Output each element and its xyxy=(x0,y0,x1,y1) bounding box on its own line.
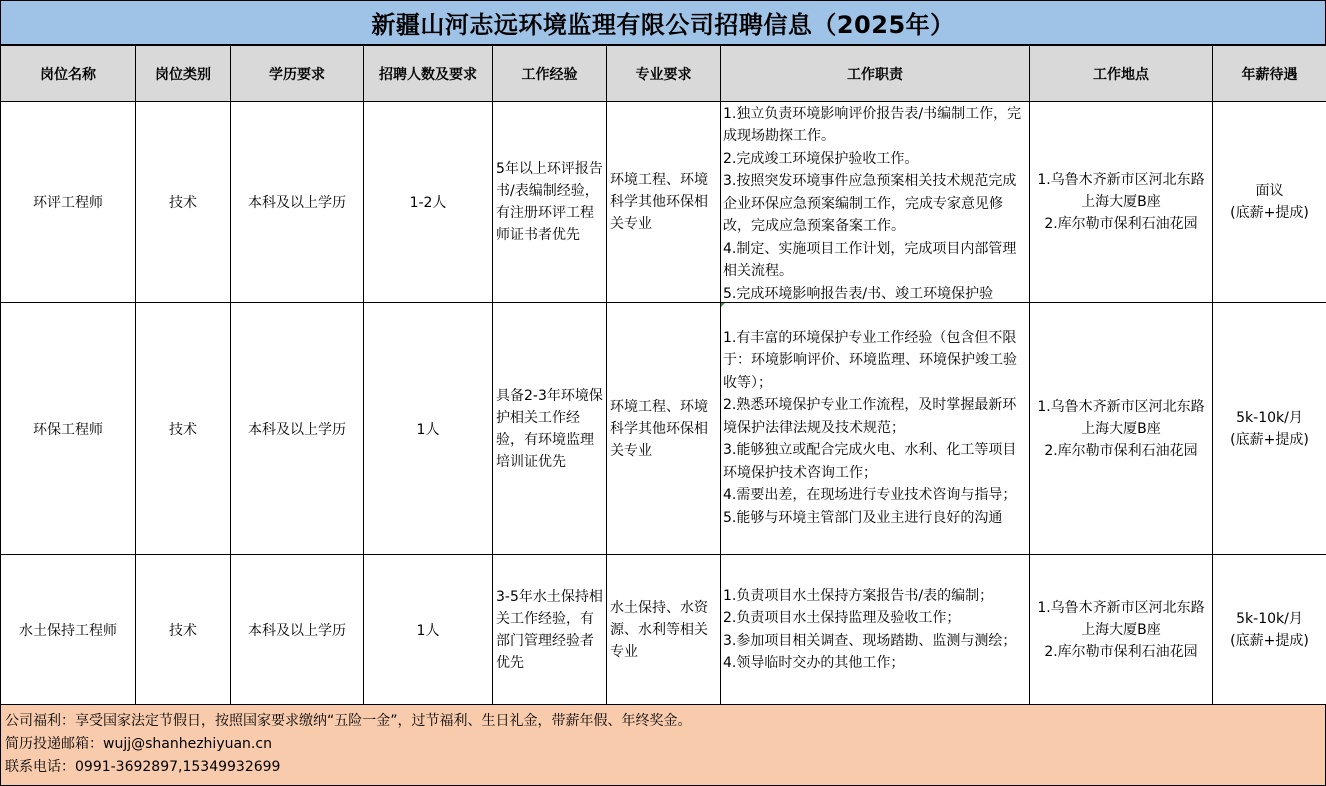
salary-note: (底薪+提成) xyxy=(1214,202,1325,224)
duty-item: 2.负责项目水土保持监理及验收工作； xyxy=(723,607,1027,630)
duty-item: 1.有丰富的环境保护专业工作经验（包含但不限于：环境影响评价、环境监理、环境保护竣工验收等）； xyxy=(723,327,1027,395)
header-category: 岗位类别 xyxy=(136,46,231,102)
contact-phone: 联系电话：0991-3692897,15349932699 xyxy=(5,756,1321,779)
job-experience: 5年以上环评报告书/表编制经验，有注册环评工程师证书者优先 xyxy=(493,102,607,303)
salary-amount: 5k-10k/月 xyxy=(1214,407,1325,429)
salary-amount: 面议 xyxy=(1214,180,1325,202)
location-line: 1.乌鲁木齐新市区河北东路上海大厦B座 xyxy=(1031,396,1211,440)
duty-item: 2.熟悉环境保护专业工作流程，及时掌握最新环境保护法律法规及技术规范； xyxy=(723,394,1027,439)
job-salary xyxy=(1213,303,1326,555)
header-duties: 工作职责 xyxy=(721,46,1030,102)
job-category: 技术 xyxy=(136,102,231,303)
duty-item: 4.需要出差，在现场进行专业技术咨询与指导； xyxy=(723,484,1027,507)
job-education: 本科及以上学历 xyxy=(231,555,364,705)
job-table xyxy=(0,45,1326,705)
job-experience: 3-5年水土保持相关工作经验，有部门管理经验者优先 xyxy=(493,555,607,705)
job-location xyxy=(1030,303,1213,555)
sheet-title: 新疆山河志远环境监理有限公司招聘信息（2025年） xyxy=(0,0,1326,45)
job-title: 环评工程师 xyxy=(1,102,136,303)
header-headcount: 招聘人数及要求 xyxy=(364,46,493,102)
header-row xyxy=(1,46,1326,102)
job-experience: 具备2-3年环境保护相关工作经验，有环境监理培训证优先 xyxy=(493,303,607,555)
location-line: 2.库尔勒市保利石油花园 xyxy=(1031,440,1211,462)
duty-item: 3.能够独立或配合完成火电、水利、化工等项目环境保护技术咨询工作； xyxy=(723,439,1027,484)
header-major: 专业要求 xyxy=(607,46,721,102)
header-experience: 工作经验 xyxy=(493,46,607,102)
header-salary: 年薪待遇 xyxy=(1213,46,1326,102)
table-row xyxy=(1,303,1326,555)
duty-item: 1.负责项目水土保持方案报告书/表的编制； xyxy=(723,585,1027,608)
job-title: 水土保持工程师 xyxy=(1,555,136,705)
duty-item: 3.参加项目相关调查、现场踏勘、监测与测绘； xyxy=(723,630,1027,653)
job-headcount: 1人 xyxy=(364,303,493,555)
benefits-text: 公司福利：享受国家法定节假日，按照国家要求缴纳“五险一金”，过节福利、生日礼金，带薪年假、年终奖金。 xyxy=(5,710,1321,733)
table-row xyxy=(1,555,1326,705)
location-line: 1.乌鲁木齐新市区河北东路上海大厦B座 xyxy=(1031,597,1211,641)
job-duties xyxy=(721,102,1030,303)
location-line: 2.库尔勒市保利石油花园 xyxy=(1031,213,1211,235)
footer-info xyxy=(0,705,1326,786)
salary-note: (底薪+提成) xyxy=(1214,429,1325,451)
location-line: 1.乌鲁木齐新市区河北东路上海大厦B座 xyxy=(1031,169,1211,213)
header-job-title: 岗位名称 xyxy=(1,46,136,102)
job-category: 技术 xyxy=(136,303,231,555)
header-location: 工作地点 xyxy=(1030,46,1213,102)
job-location xyxy=(1030,555,1213,705)
job-salary xyxy=(1213,555,1326,705)
duty-item: 2.完成竣工环境保护验收工作。 xyxy=(723,148,1027,171)
job-major: 水土保持、水资源、水利等相关专业 xyxy=(607,555,721,705)
resume-email: 简历投递邮箱：wujj@shanhezhiyuan.cn xyxy=(5,733,1321,756)
duty-item: 3.按照突发环境事件应急预案相关技术规范完成企业环保应急预案编制工作，完成专家意见修改，完成应急预案备案工作。 xyxy=(723,170,1027,238)
salary-amount: 5k-10k/月 xyxy=(1214,608,1325,630)
duty-item: 4.领导临时交办的其他工作； xyxy=(723,652,1027,675)
duty-item: 5.完成环境影响报告表/书、竣工环境保护验 xyxy=(723,283,1027,302)
job-location xyxy=(1030,102,1213,303)
job-education: 本科及以上学历 xyxy=(231,102,364,303)
job-education: 本科及以上学历 xyxy=(231,303,364,555)
location-line: 2.库尔勒市保利石油花园 xyxy=(1031,641,1211,663)
job-major: 环境工程、环境科学其他环保相关专业 xyxy=(607,303,721,555)
salary-note: (底薪+提成) xyxy=(1214,630,1325,652)
job-headcount: 1人 xyxy=(364,555,493,705)
duty-item: 5.能够与环境主管部门及业主进行良好的沟通 xyxy=(723,507,1027,530)
job-duties xyxy=(721,555,1030,705)
job-category: 技术 xyxy=(136,555,231,705)
header-education: 学历要求 xyxy=(231,46,364,102)
duty-item: 1.独立负责环境影响评价报告表/书编制工作，完成现场勘探工作。 xyxy=(723,103,1027,148)
job-duties xyxy=(721,303,1030,555)
job-major: 环境工程、环境科学其他环保相关专业 xyxy=(607,102,721,303)
cell-comment-marker xyxy=(721,303,726,308)
job-title: 环保工程师 xyxy=(1,303,136,555)
duty-item: 4.制定、实施项目工作计划，完成项目内部管理相关流程。 xyxy=(723,238,1027,283)
table-row xyxy=(1,102,1326,303)
job-salary xyxy=(1213,102,1326,303)
job-headcount: 1-2人 xyxy=(364,102,493,303)
